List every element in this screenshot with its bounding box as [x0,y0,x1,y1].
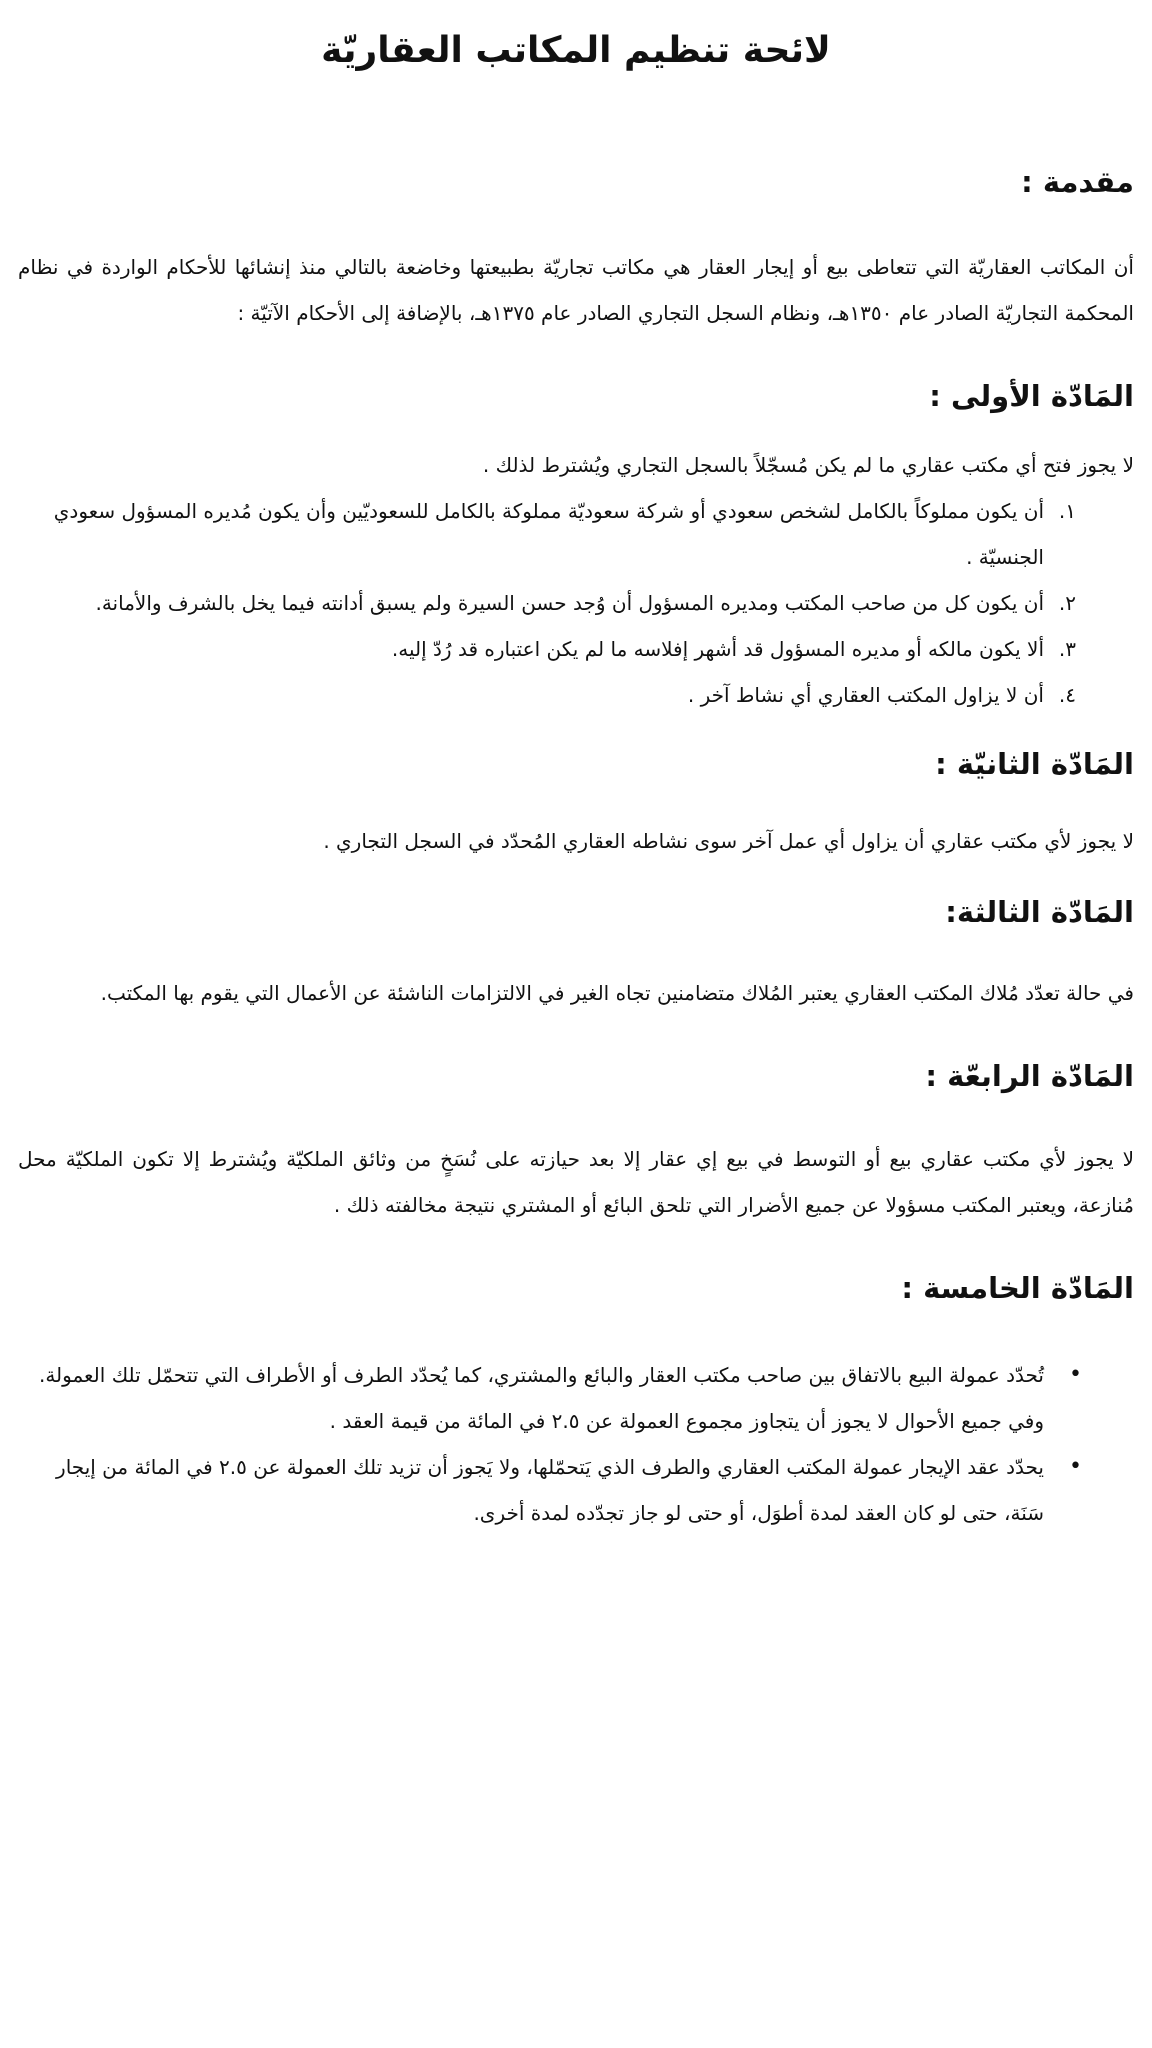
article-2-heading: المَادّة الثانيّة : [935,747,1134,781]
article-3-paragraph: في حالة تعدّد مُلاك المكتب العقاري يعتبر المُلاك متضامنين تجاه الغير في الالتزامات الناشئة عن الأعمال التي يقوم بها المكتب. [100,981,1134,1005]
list-item [18,672,1134,718]
list-item-number: .١ [1058,499,1076,523]
list-item-text: ألا يكون مالكه أو مديره المسؤول قد أشهر إفلاسه ما لم يكن اعتباره قد رُدّ إليه. [391,637,1044,661]
article-2-paragraph: لا يجوز لأي مكتب عقاري أن يزاول أي عمل آخر سوى نشاطه العقاري المُحدّد في السجل التجاري . [323,829,1134,853]
document-title: لائحة تنظيم المكاتب العقاريّة [321,30,831,71]
list-item-number: .٤ [1058,683,1076,707]
list-item-number: .٢ [1058,591,1076,615]
intro-paragraph: أن المكاتب العقاريّة التي تتعاطى بيع أو إيجار العقار هي مكاتب تجاريّة بطبيعتها وخاضعة بالتالي منذ إنشائها للأحكام الواردة في نظام المحكمة التجاريّة الصادر عام ١٣٥٠هـ، ونظام السجل التجاري الصادر عام ١٣٧٥هـ، بالإضافة إلى الأحكام الآتيّة : [18,255,1134,325]
bullet-icon: • [1069,1362,1082,1387]
article-3-heading: المَادّة الثالثة: [945,895,1134,929]
list-item [18,1352,1134,1444]
list-item [18,488,1134,580]
list-item-text: يحدّد عقد الإيجار عمولة المكتب العقاري والطرف الذي يَتحمّلها، ولا يَجوز أن تزيد تلك العمولة عن ٢.٥ في المائة من إيجار سَنَة، حتى لو كان العقد لمدة أطوَل، أو حتى لو جاز تجدّده لمدة أخرى. [56,1455,1044,1525]
article-4-heading: المَادّة الرابعّة : [925,1059,1134,1093]
article-5-list [18,1352,1134,1536]
article-1-list [18,488,1134,718]
bullet-icon: • [1069,1454,1082,1479]
list-item [18,1444,1134,1536]
article-5-heading: المَادّة الخامسة : [901,1271,1134,1305]
list-item-text: أن يكون مملوكاً بالكامل لشخص سعودي أو شركة سعوديّة مملوكة بالكامل للسعوديّين وأن يكون مُديره المسؤول سعودي الجنسيّة . [53,499,1044,569]
article-1-heading: المَادّة الأولى : [929,379,1134,413]
list-item-text: أن لا يزاول المكتب العقاري أي نشاط آخر . [687,683,1044,707]
intro-heading: مقدمة : [1021,165,1134,199]
list-item-number: .٣ [1058,637,1076,661]
list-item [18,626,1134,672]
list-item [18,580,1134,626]
list-item-text: تُحدّد عمولة البيع بالاتفاق بين صاحب مكتب العقار والبائع والمشتري، كما يُحدّد الطرف أو الأطراف التي تتحمّل تلك العمولة. وفي جميع الأحوال لا يجوز أن يتجاوز مجموع العمولة عن ٢.٥ في المائة من قيمة العقد . [38,1363,1044,1433]
article-1-paragraph: لا يجوز فتح أي مكتب عقاري ما لم يكن مُسجّلاً بالسجل التجاري ويُشترط لذلك . [482,453,1134,477]
article-4-paragraph: لا يجوز لأي مكتب عقاري بيع أو التوسط في بيع إي عقار إلا بعد حيازته على نُسَخٍ من وثائق الملكيّة ويُشترط إلا تكون الملكيّة محل مُنازعة، ويعتبر المكتب مسؤولا عن جميع الأضرار التي تلحق البائع أو المشتري نتيجة مخالفته ذلك . [18,1147,1134,1217]
list-item-text: أن يكون كل من صاحب المكتب ومديره المسؤول أن وُجد حسن السيرة ولم يسبق أدانته فيما يخل بالشرف والأمانة. [95,591,1044,615]
